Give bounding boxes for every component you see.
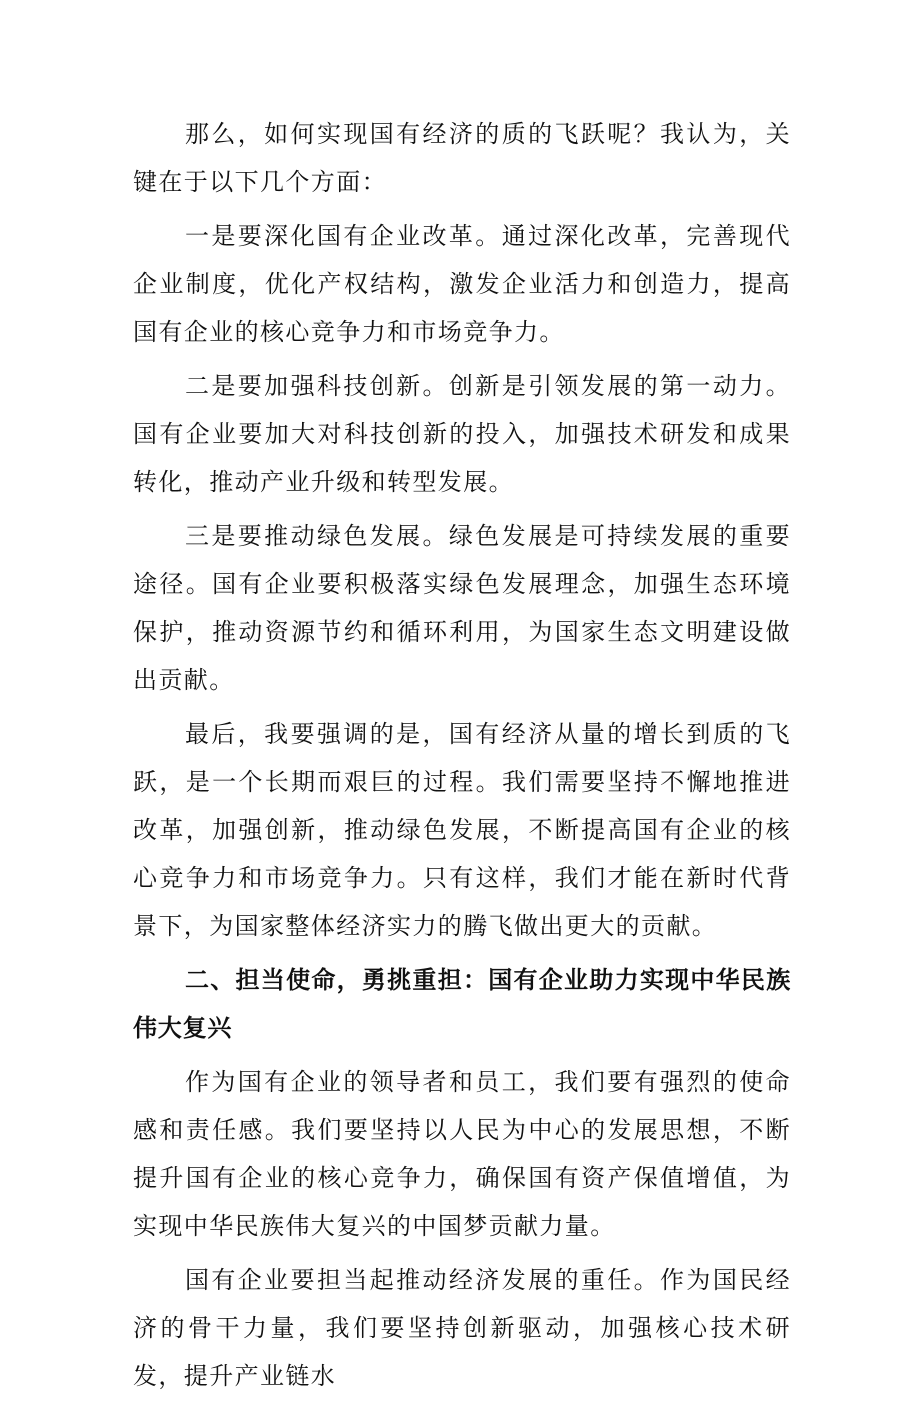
paragraph-innovation: 二是要加强科技创新。创新是引领发展的第一动力。国有企业要加大对科技创新的投入，加强技术研发和成果转化，推动产业升级和转型发展。 <box>133 372 791 496</box>
document-body <box>133 110 791 1406</box>
paragraph-mission: 作为国有企业的领导者和员工，我们要有强烈的使命感和责任感。我们要坚持以人民为中心的发展思想，不断提升国有企业的核心竞争力，确保国有资产保值增值，为实现中华民族伟大复兴的中国梦贡献力量。 <box>133 1068 791 1240</box>
section-heading: 二、担当使命，勇挑重担：国有企业助力实现中华民族伟大复兴 <box>133 966 791 1042</box>
paragraph-conclusion: 最后，我要强调的是，国有经济从量的增长到质的飞跃，是一个长期而艰巨的过程。我们需要坚持不懈地推进改革，加强创新，推动绿色发展，不断提高国有企业的核心竞争力和市场竞争力。只有这样，我们才能在新时代背景下，为国家整体经济实力的腾飞做出更大的贡献。 <box>133 720 791 940</box>
paragraph-responsibility: 国有企业要担当起推动经济发展的重任。作为国民经济的骨干力量，我们要坚持创新驱动，加强核心技术研发，提升产业链水 <box>133 1266 791 1390</box>
paragraph-reform: 一是要深化国有企业改革。通过深化改革，完善现代企业制度，优化产权结构，激发企业活力和创造力，提高国有企业的核心竞争力和市场竞争力。 <box>133 222 791 346</box>
paragraph-intro: 那么，如何实现国有经济的质的飞跃呢？我认为，关键在于以下几个方面： <box>133 120 791 196</box>
paragraph-green-development: 三是要推动绿色发展。绿色发展是可持续发展的重要途径。国有企业要积极落实绿色发展理念，加强生态环境保护，推动资源节约和循环利用，为国家生态文明建设做出贡献。 <box>133 522 791 694</box>
